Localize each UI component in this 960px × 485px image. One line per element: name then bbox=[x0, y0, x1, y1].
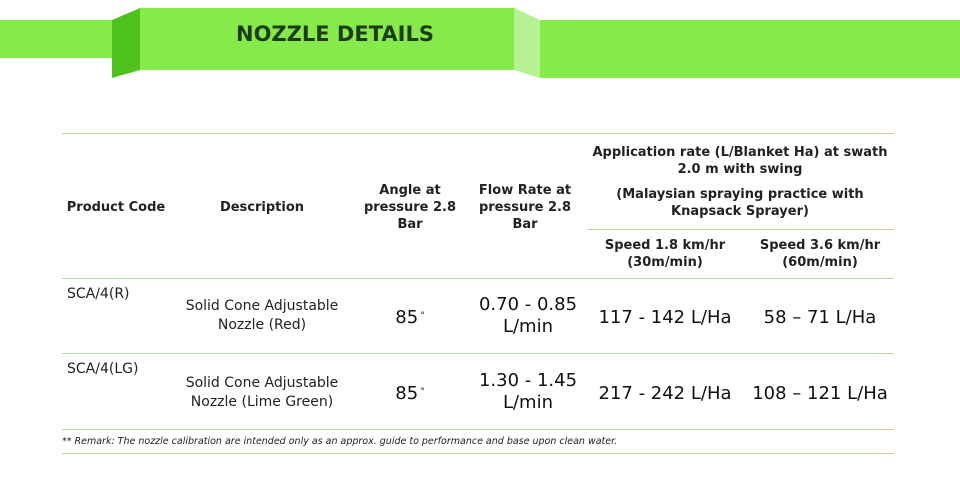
row-divider bbox=[62, 353, 894, 354]
row2-flow-rate: 1.30 - 1.45 L/min bbox=[478, 370, 578, 413]
degree-symbol: ° bbox=[420, 311, 425, 321]
header-application-note: (Malaysian spraying practice with Knapsack Sprayer) bbox=[616, 187, 864, 219]
page-title: NOZZLE DETAILS bbox=[236, 22, 434, 46]
row2-angle bbox=[354, 383, 466, 405]
row1-description: Solid Cone Adjustable Nozzle (Red) bbox=[185, 298, 339, 333]
header-product-code: Product Code bbox=[66, 199, 166, 215]
header-speed-1: Speed 1.8 km/hr (30m/min) bbox=[604, 238, 726, 270]
row1-rate-speed1: 117 - 142 L/Ha bbox=[598, 307, 732, 328]
header-bottom-border bbox=[62, 278, 894, 279]
row2-rate-speed2: 108 – 121 L/Ha bbox=[752, 383, 888, 404]
row1-flow-rate: 0.70 - 0.85 L/min bbox=[478, 294, 578, 337]
row1-angle-value: 85 bbox=[395, 307, 419, 328]
row2-description: Solid Cone Adjustable Nozzle (Lime Green) bbox=[185, 375, 339, 410]
row2-product-code: SCA/4(LG) bbox=[67, 361, 139, 377]
row1-product-code: SCA/4(R) bbox=[67, 286, 130, 302]
row2-angle-value: 85 bbox=[395, 383, 419, 404]
row2-rate-speed1: 217 - 242 L/Ha bbox=[598, 383, 732, 404]
header-speed-2: Speed 3.6 km/hr (60m/min) bbox=[759, 238, 881, 270]
remark-note: ** Remark: The nozzle calibration are intended only as an approx. guide to performance and base upon clean water. bbox=[62, 436, 618, 447]
rows-bottom-border bbox=[62, 429, 894, 430]
table-top-border bbox=[62, 133, 894, 134]
table-bottom-border bbox=[62, 453, 894, 454]
header-application-rate: Application rate (L/Blanket Ha) at swath 2.0 m with swing bbox=[592, 145, 888, 177]
row1-angle bbox=[354, 307, 466, 329]
banner-shape bbox=[0, 0, 960, 80]
degree-symbol: ° bbox=[420, 387, 425, 397]
header-description: Description bbox=[219, 199, 305, 215]
header-banner bbox=[0, 0, 960, 80]
speed-header-divider bbox=[587, 229, 894, 230]
header-angle: Angle at pressure 2.8 Bar bbox=[363, 182, 457, 232]
header-flow-rate: Flow Rate at pressure 2.8 Bar bbox=[478, 182, 572, 232]
row1-rate-speed2: 58 – 71 L/Ha bbox=[763, 307, 877, 328]
